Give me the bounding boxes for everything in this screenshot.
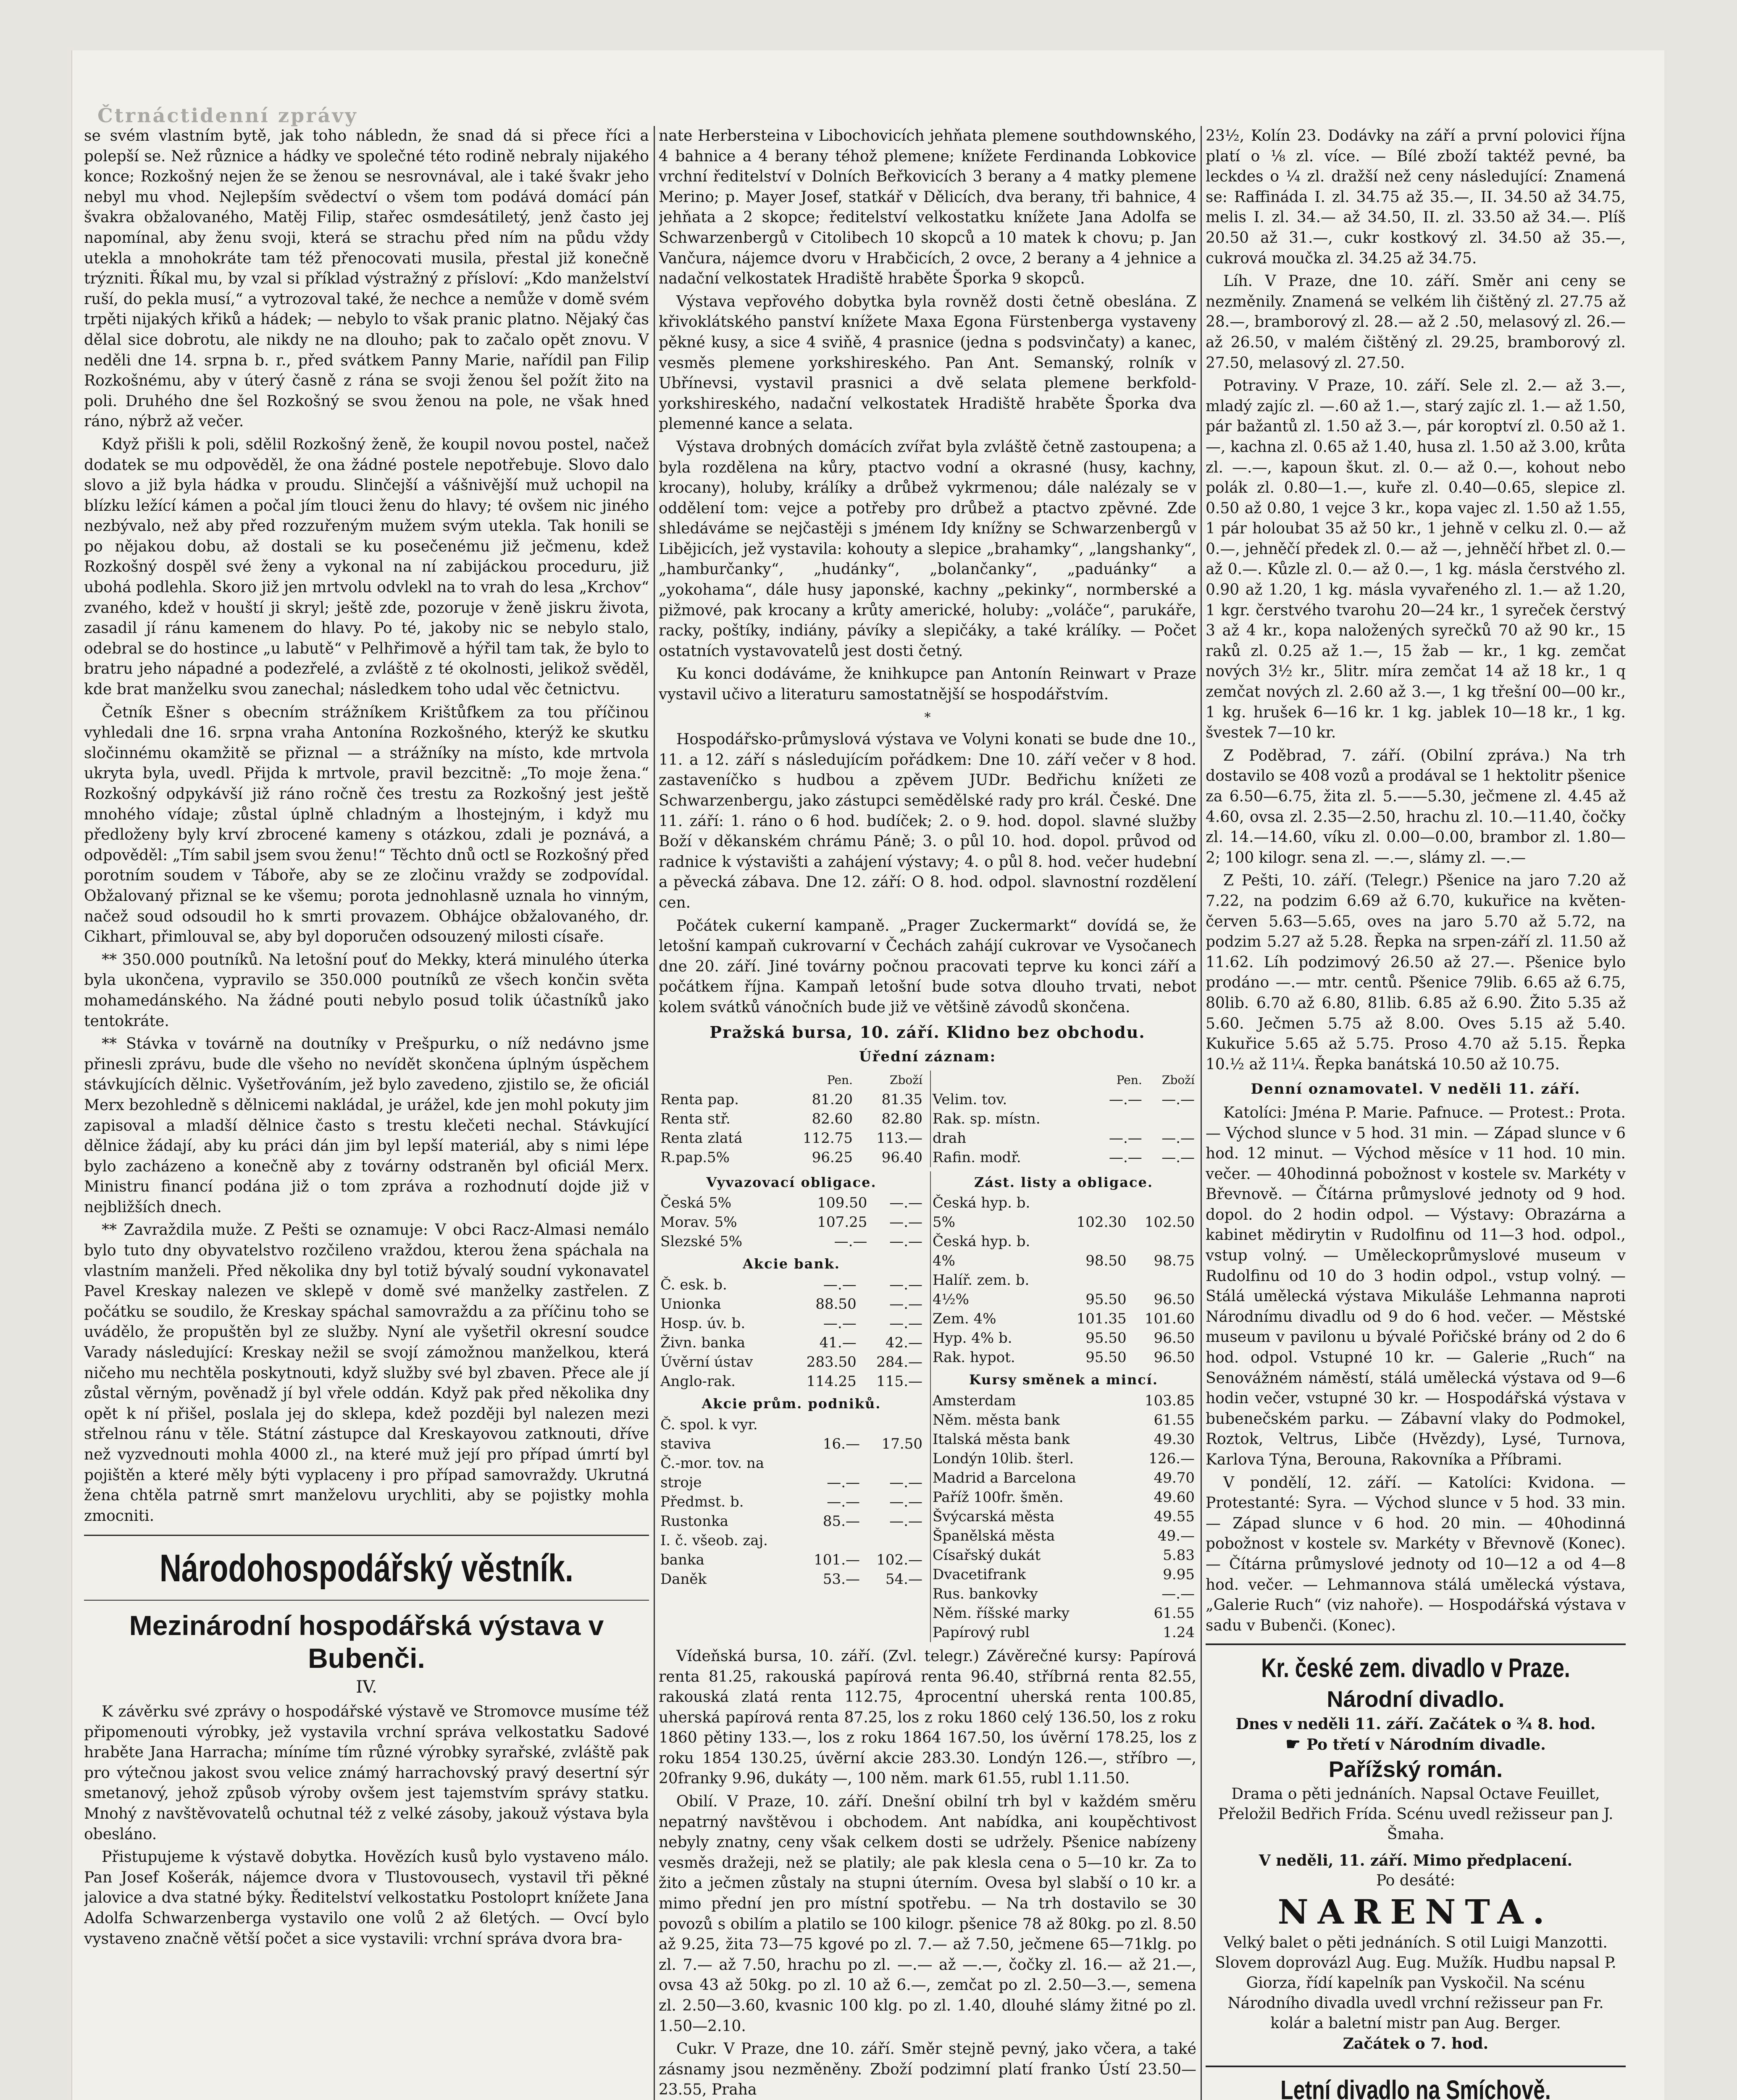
row-label: 5% [933,1214,955,1231]
table-row [659,1193,924,1213]
row-value: 85.— [823,1512,860,1530]
row-value: 16.— [823,1435,860,1452]
table-row [931,1270,1196,1290]
table-row [931,1193,1196,1213]
row-value: 49.— [1157,1527,1195,1544]
shares-table [659,1275,924,1391]
article-paragraph: K závěrku své zprávy o hospodářské výstavě ve Stromovce musíme též připomenouti výrobky, jež vystavila vrchní správa velkostatku Sadové hraběte Jana Harracha; míníme tím různé výrobky syrařské, zvláště pak pro výtečnou jakost svou velice známý harrachovský pravý desertní sýr smetanový, jehož způsob výroby ovšem jest tajemstvím správy statku. Mnohý z navštěvovatelů ochutnal též z velké zásoby, jakouž výstava byla obesláno. [84,1703,649,1843]
row-value: 284.— [876,1353,922,1370]
row-value: —.— [889,1295,922,1312]
news-paragraph: ** Zavraždila muže. Z Pešti se oznamuje: V obci Racz-Almasi nemálo bylo tuto dny obyvatelstvo rozčileno vraždou, kterou žena spáchala na vlastním manželi. Před několika dny byl totiž bývalý soudní vykonavatel Pavel Kreskay nalezen ve sklepě v domě své manželky zastřelen. Z počátku se soudilo, že Kreskay spáchal samovraždu a za příčinu toho se uvádělo, že propuštěn byl ze služby. Nyní ale vyšetřil okresní soudce Varady následující: Kreskay nežil se svojí zámožnou manželkou, která ničeho mu nechtěla poskytnouti, když služby své byl zbaven. Přece ale jí zůstal věrným, pověnadž jí byl vřele oddán. Když pak před několika dny opět k ní přišel, poslala jej do sklepa, kdež později byl nalezen mezi střelnou ránu v těle. Státní zástupce dal Kreskayovou zatknouti, dříve než vyzvednouti mohla 4000 zl., na které muž její pro případ úmrtí byl pojištěn a které měly býti vyplaceny i pro případ samovraždy. Ukrutná žena chtěla patrně smrt manželovu urychliti, aby se pojistky mohla zmocniti. [84,1221,649,1525]
performance-line: V neděli, 11. září. Mimo předplacení. [1259,1852,1573,1870]
table-row [931,1468,1196,1488]
row-label: Madrid a Barcelona [933,1469,1076,1486]
table-row [659,1570,924,1589]
row-value: 98.75 [1154,1252,1195,1270]
table-row [659,1333,924,1352]
row-label: Paříž 100fr. šměn. [933,1488,1064,1506]
row-value [1128,1232,1196,1251]
start-time: Začátek o 7. hod. [1343,2035,1489,2053]
article-paragraph: Výstava vepřového dobytka byla rovněž dosti četně obeslána. Z křivoklátského panství knížete Maxa Egona Fürstenberga vystaveny pěkné kusy, a sice 4 sviňě, 4 prasnice (jedna s podsvinčaty) a kanec, vesměs plemene yorkshireského. Pan Ant. Semanský, rolník v Ubřínevsi, vystavil prasnici a dvě selata plemene berkfold-yorkshireského, nadační velkostatek Hradiště hraběte Šporka dva plemenné kance a selata. [659,293,1196,433]
obligations-wrap [659,1171,1196,1642]
row-label: Amsterdam [933,1392,1016,1409]
news-paragraph: Četník Ešner s obecním strážníkem Krištůfkem za tou příčinou vyhledali dne 16. srpna vraha Antonína Rozkošného, kterýž ke skutku sločinnému okamžitě se přiznal — a strážníky na místo, kde mrtvola ukryta byla, uvedl. Přijda k mrtvole, pravil bezcitně: „To moje žena.“ Rozkošný odpykávší již ráno ročně čes trestu za Rozkošný jest ještě mnohého vídaje; zůstal úplně chladným a lhostejným, i když mu předloženy byly krví zbrocené kameny s otázkou, zdali je poznává, a odpověděl: „Tím sabil jsem svou ženu!“ Těchto dnů octl se Rozkošný před porotním soudem v Táboře, aby se ze zločinu vraždy se zodpovídal. Obžalovaný přiznal se ke všemu; porota jednohlasně uznala ho vinným, načež soud odsoudil ho k smrti provazem. Obhájce obžalovaného, dr. Cikhart, přimlouval se, aby byl doporučen odsouzený milosti císaře. [84,704,649,946]
row-value: 96.40 [881,1149,922,1166]
table-row [931,1410,1196,1430]
row-label: Č. esk. b. [660,1276,727,1293]
table-row [931,1213,1196,1232]
performance-line: Dnes v neděli 11. září. Začátek o ¾ 8. hod. [1235,1715,1596,1733]
table-row [931,1546,1196,1565]
fair-paragraph: Počátek cukerní kampaně. „Prager Zuckermarkt“ dovídá se, že letošní kampaň cukrovarní v Čechách zahájí cukrovar ve Vysočanech dne 20. září. Jiné továrny počnou pracovati teprve ku konci září a počátkem října. Kampaň letošní bude sotva dlouho trvati, nebot kolem svátků vánočních bude již ve většině závodů skončena. [659,917,1196,1016]
table-row [931,1449,1196,1468]
market-paragraph: Z Poděbrad, 7. září. (Obilní zpráva.) Na trh dostavilo se 408 vozů a prodával se 1 hektolitr pšenice za 6.50—6.75, žita zl. 5.——5.30, ječmene zl. 4.45 až 4.60, ovsa zl. 2.35—2.50, hrachu zl. 10.—11.40, čočky zl. 14.—14.60, víku zl. 0.00—0.00, brambor zl. 1.80—2; 100 kilogr. sena zl. —.—, slámy zl. —.— [1206,747,1626,866]
row-value [1060,1232,1128,1251]
row-label: Rustonka [660,1512,728,1530]
table-row [931,1488,1196,1507]
section-divider [84,1535,649,1536]
performance-line [1206,1734,1626,1755]
theatre-subtitle: Národní divadlo. [1327,1687,1505,1712]
article-paragraph: Přistupujeme k výstavě dobytka. Hovězích kusů bylo vystaveno málo. Pan Josef Košerák, nájemce dvora v Tlustovousech, vystavil tři pěkné jalovice a dva statné býky. Ředitelství velkostatku Postoloprt knížete Jana Adolfa Schwarzenberga vystavilo one volů 2 až 6letých. — Ovcí bylo vystaveno značně větší počet a sice vystavili: vrchní správa dvora bra- [84,1848,649,1948]
row-value: 95.50 [1085,1330,1127,1347]
row-label: Předmst. b. [660,1493,744,1510]
table-row [931,1623,1196,1642]
row-value [862,1415,924,1434]
table-row [931,1604,1196,1623]
row-value: —.— [889,1474,922,1491]
column-2 [659,126,1196,2100]
pledges-table [931,1193,1196,1367]
fair-paragraph: Hospodářsko-průmyslová výstava ve Volyni konati se bude dne 10., 11. a 12. září s následujícím pořádkem: Dne 10. září večer v 8 hod. zastaveníčko s hudbou a zpěvem JUDr. Bedřichu knížeti ze Schwarzenbergu, jako zástupci semědělské rady pro král. České. Dne 11. září: 1. ráno o 6 hod. budíček; 2. o 9. hod. dopol. slavné služby Boží v děkanském chrámu Páně; 3. o půl 10. hod. dopol. průvod od radnice k výstavišti a zahájení výstavy; 4. o půl 8. hod. večer hudební a pěvecká zábava. Dne 12. září: O 8. hod. odpol. slavnostní rozdělení cen. [659,731,1196,911]
table-row [659,1109,924,1129]
table-row [931,1507,1196,1526]
table-row [659,1275,924,1294]
row-label: banka [660,1551,704,1568]
row-value: 101.60 [1145,1310,1195,1328]
row-value: 82.60 [812,1110,853,1127]
row-value: —.— [827,1493,860,1510]
theatre-title: Letní divadlo na Smíchově. [1280,2075,1551,2100]
row-label: Anglo-rak. [660,1373,736,1390]
table-row [931,1391,1196,1410]
column-rule [654,126,655,2100]
row-label: Daněk [660,1570,707,1588]
row-value: —.— [827,1474,860,1491]
row-value: 49.70 [1154,1469,1195,1486]
row-value: 101.35 [1076,1310,1127,1328]
row-label: Švýcarská města [933,1508,1055,1525]
table-row [931,1328,1196,1348]
table-row [931,1090,1196,1109]
row-value [862,1454,924,1473]
row-label: Něm. říšské marky [933,1604,1070,1622]
table-row [659,1090,924,1109]
row-value: 5.83 [1163,1546,1195,1564]
row-label: Dvacetifrank [933,1566,1026,1583]
market-paragraph: Líh. V Praze, dne 10. září. Směr ani ceny se nezměnily. Znamená se velkém lih čištěný zl. 27.75 až 28.—, bramborový zl. 28.— až 2 .50, melasový zl. 26.— až 26.50, v malém čištěný zl. 29.25, bramborový zl. 27.50, melasový zl. 27.50. [1206,273,1626,372]
table-row [931,1526,1196,1546]
theatre-title: Kr. české zem. divadlo v Praze. [1261,1653,1570,1683]
play-description: Drama o pěti jednáních. Napsal Octave Feuillet, Přeložil Bedřich Frída. Scénu uvedl režisseur pan J. Šmaha. [1218,1785,1613,1843]
obligations-table [659,1193,924,1251]
pointing-hand-icon: ☛ [1285,1734,1307,1754]
row-value: —.— [1162,1585,1195,1602]
column-3 [1206,126,1626,2100]
vienna-bourse-paragraph: Vídeňská bursa, 10. září. (Zvl. telegr.) Závěrečné kursy: Papírová renta 81.25, rakouská papírová renta 96.40, stříbrná renta 82.55, rakouská zlatá renta 112.75, 4procentní uherská renta 100.85, uherská papírová renta 87.25, los z roku 1860 celý 136.50, los z roku 1860 pětiny 133.—, los z roku 1864 167.50, los úvěrní 178.25, los z roku 1854 130.25, úvěrní akcie 283.30. Londýn 126.—, stříbro —, 20franky 9.96, dukáty —, 100 něm. mark 61.55, rubl 1.11.50. [659,1647,1196,1788]
col-header: Pen. [1116,1073,1142,1087]
row-label: Č. spol. k vyr. [660,1416,758,1433]
table-row [931,1109,1196,1129]
row-label: Renta stř. [660,1110,731,1127]
table-row [659,1213,924,1232]
row-label: 4% [933,1252,955,1270]
article-title: Mezinárodní hospodářská výstava v Bubenči. [129,1610,604,1674]
rents-table-wrap [659,1071,1196,1167]
table-row [659,1454,924,1473]
column-rule [1201,126,1202,2100]
row-label: Rak. hypot. [933,1349,1015,1366]
table-row [659,1232,924,1251]
row-label: Rus. bankovky [933,1585,1038,1602]
row-label: Hyp. 4% b. [933,1330,1012,1347]
section-title: Národohospodářský věstník. [160,1547,573,1590]
row-label: R.pap.5% [660,1149,730,1166]
row-value [1144,1109,1196,1129]
row-label: Slezské 5% [660,1233,743,1250]
row-label: Španělská města [933,1527,1055,1544]
row-label: Velim. tov. [933,1091,1007,1108]
row-value: 1.24 [1163,1624,1195,1641]
table-row [931,1309,1196,1328]
row-value: 88.50 [815,1295,857,1312]
row-label: Č.-mor. tov. na [660,1454,765,1472]
row-value: 53.— [823,1570,860,1588]
row-value: 82.80 [881,1110,922,1127]
rents-table [659,1071,924,1167]
row-value: —.— [1162,1149,1195,1166]
section-divider [84,1600,649,1601]
performance-line: Po desáté: [1376,1872,1456,1890]
market-paragraph: 23½, Kolín 23. Dodávky na září a první polovici října platí o ⅛ zl. více. — Bílé zboží taktéž pevné, ba leckdes o ¼ zl. dražší než ceny následující: Znamená se: Raffináda I. zl. 34.75 až 35.—, II. 34.50 až 34.75, melis I. zl. 34.— až 34.50, II. zl. 33.50 až 34.—. Plíš 20.50 až 31.—, cukr kostkový zl. 34.50 až 35.—, cukrová moučka zl. 34.25 až 34.75. [1206,127,1626,267]
pledges-heading: Zást. listy a obligace. [974,1174,1153,1190]
row-value: 114.25 [806,1373,857,1390]
table-row [659,1473,924,1492]
play-title: Pařížský román. [1328,1757,1503,1782]
official-record-heading: Úřední záznam: [859,1048,996,1066]
row-value: 95.50 [1085,1291,1127,1308]
obligations-heading: Vyvazovací obligace. [706,1174,877,1190]
bourse-heading: Pražská bursa, 10. září. Klidno bez obchodu. [710,1022,1146,1042]
row-label: 4½% [933,1291,969,1308]
row-value [1091,1109,1144,1129]
row-value: —.— [889,1512,922,1530]
masthead-bleed: Čtrnáctidenní zprávy [97,104,358,127]
theatre-ad-smichov [1206,2066,1626,2100]
rents-right-table [931,1071,1196,1167]
table-row [931,1430,1196,1449]
row-label: I. č. všeob. zaj. [660,1532,768,1549]
industry-heading: Akcie prům. podniků. [702,1395,881,1412]
row-label: Unionka [660,1295,721,1312]
row-value: 96.50 [1154,1291,1195,1308]
news-paragraph: se svém vlastním bytě, jak toho nábledn, že snad dá si přece říci a polepší se. Než různice a hádky ve společné této rodině nebraly nijakého konce; Rozkošný nejen že se ženou se nesrovnával, ale i také švakr jeho nebyl mu vhod. Nejlepším svědectví o všem tom podává domácí pán švakra obžalovaného, Matěj Filip, stařec osmdesátiletý, jenž často jej napomínal, aby ženu svoji, která se strachu před ním na půdu vždy utekla a mnohokráte tam též přenocovati musila, přestal již konečně trýzniti. Říkal mu, by vzal si příklad výstražný z přísloví: „Kdo manželství ruší, do pekla musí,“ a vytrozoval také, že nechce a nemůže v domě svém trpěti nijakých křiků a hádek; — nebylo to však pranic platno. Nějaký čas dělal sice dobrotu, ale nikdy ne na dlouho; pak to začalo opět znovu. V neděli dne 14. srpna b. r., před svátkem Panny Marie, nařídil pan Filip Rozkošnému, aby v úterý časně z rána se svoji ženou šel požít žito na poli. Druhého dne šel Rozkošný se svou ženou na pole, ne však hned ráno, nýbrž až večer. [84,127,649,430]
row-value: 115.— [876,1373,922,1390]
sugar-paragraph: Cukr. V Praze, dne 10. září. Směr stejně pevný, jako včera, a také zásnamy jsou nezměněny. Zboží podzimní platí franko Ústí 23.50—23.55, Praha [659,2040,1196,2099]
row-value: 49.60 [1154,1488,1195,1506]
row-label: Hosp. úv. b. [660,1315,746,1332]
row-value: —.— [1109,1129,1142,1147]
row-value [1060,1193,1128,1213]
row-label: Rafin. modř. [933,1149,1021,1166]
article-paragraph: Výstava drobných domácích zvířat byla zvláště četně zastoupena; a byla rozdělena na kůry, ptactvo vodní a okrasné (husy, kachny, krocany), holuby, králíky a drůbež vykrmenou; dále nalézaly se v oddělení tom: vejce a potřeby pro drůbež a ptactvo zpěvné. Zde shledáváme se nejčastěji s jménem Idy knížny se Schwarzenbergů v Libějicích, jež vystavila: kohouty a slepice „brahamky“, „langshanky“, „hamburčanky“, „hudánky“, „bolančanky“, „paduánky“ a „yokohama“, dále husy japonské, kachny „pekinky“, normberské a pižmové, pak krocany a krůty americké, holuby: „voláče“, parukáře, racky, poštíky, indiány, pávíky a slepičáky, a také králíky. — Počet ostatních vystavovatelů jest dosti četný. [659,438,1196,660]
row-value: 81.35 [881,1091,922,1108]
row-value: 96.50 [1154,1330,1195,1347]
row-value: 112.75 [802,1129,853,1147]
row-label: Halíř. zem. b. [933,1272,1030,1289]
news-paragraph: Když přišli k poli, sdělil Rozkošný ženě, že koupil novou postel, načež dodatek se mu odpověděl, že ona žádné postele nepotřebuje. Slovo dalo slovo a již byla hádka v proudu. Slinčejší a vášnivější muž uchopil na blízku ležící kámen a počal jím tlouci ženu do hlavy; té ovšem nic jiného nezbývalo, než aby před rozzuřeným mužem svým utekla. Tak honili se po nějakou dobu, až dostali se ku posečenému již ječmenu, kdež Rozkošný dospěl své ženy a vykonal na ní zabijáckou proceduru, již ubohá podlehla. Skoro již jen mrtvolu odvlekl na to vrah do lesa „Krchov“ zvaného, kdež v houští ji skryl; ještě zde, pozoruje v ženě jiskru života, zasadil jí ránu kamenem do hlavy. Po té, jakoby nic se nebylo stalo, odebral se do hostince „u labutě“ v Pelhřimově a hýřil tam tak, že bylo to bratru jeho nápadné a podezřelé, a zvláště z té okolnosti, jelikož svěděl, kde brat manželku svou zanechal; následkem toho udal věc četnictvu. [84,436,649,698]
table-row [931,1232,1196,1251]
row-label: Živn. banka [660,1334,746,1351]
row-value: 107.25 [817,1214,867,1231]
table-row [659,1372,924,1391]
table-row [659,1550,924,1570]
exchange-heading: Kursy směnek a mincí. [969,1372,1159,1388]
row-label: Česká hyp. b. [933,1194,1030,1212]
table-row [659,1294,924,1314]
row-value: 42.— [885,1334,922,1351]
play-title: NARENTA. [1277,1892,1554,1932]
row-value: —.— [823,1276,857,1293]
row-label: Renta pap. [660,1091,739,1108]
row-value: —.— [834,1233,867,1250]
row-value: 9.95 [1163,1566,1195,1583]
row-value: 113.— [876,1129,922,1147]
market-paragraph: Z Pešti, 10. září. (Telegr.) Pšenice na jaro 7.20 až 7.22, na podzim 6.69 až 6.70, kukuřice na květen-červen 5.63—5.65, oves na jaro 5.70 až 5.72, na podzim 5.27 až 5.28. Řepka na srpen-září zl. 11.50 až 11.62. Líh podzimový 26.50 až 27.—. Pšenice bylo prodáno —.— mtr. centů. Pšenice 79lib. 6.65 až 6.75, 80lib. 6.70 až 6.80, 81lib. 6.85 až 6.90. Žito 5.35 až 5.60. Ječmen 5.75 až 8.00. Oves 5.15 až 5.40. Kukuřice 5.65 až 5.75. Proso 4.70 až 5.15. Řepka 10.½ až 11¼. Řepka banátská 10.50 až 10.75. [1206,872,1626,1073]
row-label: Papírový rubl [933,1624,1030,1641]
row-label: staviva [660,1435,711,1452]
daily-heading: Denní oznamovatel. V neděli 11. září. [1251,1081,1581,1098]
row-value: —.— [889,1194,922,1212]
row-label: Morav. 5% [660,1214,737,1231]
article-paragraph: Ku konci dodáváme, že knihkupce pan Antonín Reinwart v Praze vystavil učivo a literaturu samostatnější se hospodářstvím. [659,665,1196,704]
table-row [931,1565,1196,1584]
exchange-table [931,1391,1196,1642]
article-part: IV. [356,1677,377,1697]
col-header: Zboží [1162,1073,1195,1087]
row-value: 101.— [814,1551,860,1568]
daily-paragraph: V pondělí, 12. září. — Katolíci: Kvidona. — Protestanté: Syra. — Východ slunce v 5 hod. 33 min. — Západ slunce v 6 hod. 20 min. — 40hodinná pobožnost v kostele sv. Markéty v Břevnově (Konec). — Čítárna průmyslové jednoty od 10—12 a od 4—8 hod. večer. — Lehmannova stálá umělecká výstava, „Galerie Ruch“ (viz nahoře). — Hospodářská výstava v sadu v Bubenči. (Konec). [1206,1474,1626,1634]
table-row [659,1314,924,1333]
table-row [931,1290,1196,1309]
market-paragraph: Potraviny. V Praze, 10. září. Sele zl. 2.— až 3.—, mladý zajíc zl. —.60 až 1.—, starý zajíc zl. 1.— až 1.50, pár bažantů zl. 1.50 až 3.—, pár koroptví zl. 0.50 až 1.—, kachna zl. 0.65 až 1.40, husa zl. 1.50 až 3.00, krůta zl. —.—, kapoun škut. zl. 0.— až 0.—, kohout nebo polák zl. 0.80—1.—, kuře zl. 0.40—0.65, slepice zl. 0.50 až 0.80, 1 vejce 3 kr., kopa vajec zl. 1.50 až 1.55, 1 pár holoubat 35 až 50 kr., 1 jehně v celku zl. 0.— až 0.—, jehněčí předek zl. 0.— až —, jehněčí hřbet zl. 0.— až 0.—. Kůzle zl. 0.— až 0.—, 1 kg. másla čerstvého zl. 0.90 až 1.20, 1 kg. másla vyvařeného zl. 1.— až 1.20, 1 kgr. čerstvého tvarohu 20—24 kr., 1 syreček čerstvý 3 až 4 kr., kopa naložených syrečků 70 až 90 kr., 15 raků zl. 0.25 až 1.—, 15 žab — kr., 1 kg. zemčat nových 3½ kr., 5litr. míra zemčat 14 až 18 kr., 1 q zemčat nových zl. 2.60 až 3.—, 1 kg třešní 00—00 kr., 1 kg. hrušek 6—16 kr. 1 kg. jablek 10—18 kr., 1 kg. švestek 7—10 kr. [1206,377,1626,742]
row-value: —.— [889,1315,922,1332]
industry-table [659,1415,924,1589]
row-label: Londýn 10lib. šterl. [933,1450,1074,1467]
table-row [659,1512,924,1531]
row-label: Česká hyp. b. [933,1233,1030,1250]
row-value: 17.50 [881,1435,922,1452]
news-paragraph: ** 350.000 poutníků. Na letošní pouť do Mekky, která minulého úterka byla ukončena, vypravilo se 350.000 poutníků ze všech končin světa mohamedánského. Na žádné pouti nebylo posud tolik účastníků jako tentokráte. [84,951,649,1030]
row-label: drah [933,1129,967,1147]
row-value: —.— [889,1214,922,1231]
row-value [862,1531,924,1550]
row-value: 95.50 [1085,1349,1127,1366]
row-value: 102.— [876,1551,922,1568]
row-label: Zem. 4% [933,1310,996,1328]
row-value: —.— [823,1315,857,1332]
row-label: Renta zlatá [660,1129,743,1147]
row-value: 283.50 [806,1353,857,1370]
row-value: 81.20 [812,1091,853,1108]
row-value [799,1454,862,1473]
row-value: 54.— [885,1570,922,1588]
row-value: —.— [1162,1129,1195,1147]
row-value: 126.— [1148,1450,1195,1467]
table-row [659,1415,924,1434]
row-label: Česká 5% [660,1194,732,1212]
column-1 [84,126,649,2100]
row-value: 109.50 [817,1194,867,1212]
row-value: 49.30 [1154,1431,1195,1448]
row-value: 98.50 [1085,1252,1127,1270]
row-value: —.— [1109,1149,1142,1166]
col-header: Pen. [827,1073,853,1087]
row-value: —.— [889,1493,922,1510]
theatre-ad-national [1206,1643,1626,2058]
col-header: Zboží [890,1073,922,1087]
article-paragraph: nate Herbersteina v Libochovicích jehňata plemene southdownského, 4 bahnice a 4 berany téhož plemene; knížete Ferdinanda Lobkovice vrchní ředitelství v Dolních Beřkovicích 3 berany a 4 matky plemene Merino; p. Mayer Josef, statkář v Dělicích, dva berany, tři bahnice, 4 jehňata a 2 skopce; ředitelství velkostatku knížete Jana Adolfa se Schwarzenbergů v Citolibech 10 skopců a 10 matek k chovu; p. Jan Vančura, nájemce dvoru v Hrabčicích, 2 ovce, 2 berany a 4 jehnice a nadační velkostatek Hradiště hraběte Šporka 9 skopců. [659,127,1196,288]
row-value [799,1531,862,1550]
row-value [1128,1270,1196,1290]
row-label: Rak. sp. místn. [933,1110,1041,1127]
table-row [659,1148,924,1167]
table-row [931,1148,1196,1167]
daily-paragraph: Katolíci: Jména P. Marie. Pafnuce. — Protest.: Prota. — Východ slunce v 5 hod. 31 min. — Západ slunce v 6 hod. 12 minut. — Východ měsíce v 11 hod. 10 min. večer. — 40hodinná pobožnost v kostele sv. Markéty v Břevnově. — Čítárna průmyslové jednoty od 9 hod. dopol. do 2 hodin odpol. — Výstavy: Obrazárna a kabinet mědirytin v Rudolfinu od 11—3 hod. odpol., vstup volný. — Uměleckoprůmyslové museum v Rudolfinu od 10 do 3 hodin odpol., vstup volný. — Stálá umělecká výstava Mikuláše Lehmanna naproti Národnímu divadlu od 9 do 6 hod. večer. — Městské museum v pavilonu u bývalé Pořičské brány od 2 do 6 hod. odpol. Vstupné 10 kr. — Galerie „Ruch“ na Senovážném náměstí, stálá umělecká výstava od 9—6 hodin večer, vstupné 30 kr. — Hospodářská výstava v bubenečském parku. — Zábavní vlaky do Podmokel, Roztok, Veltrus, Libče (Hvězdy), Lysé, Turnova, Karlova Týna, Berouna, Rakovníka a Příbrami. [1206,1104,1626,1468]
row-value: 96.50 [1154,1349,1195,1366]
row-value: —.— [1109,1091,1142,1108]
row-label: Italská města bank [933,1431,1070,1448]
row-label: stroje [660,1474,702,1491]
table-row [931,1129,1196,1148]
table-row [931,1348,1196,1367]
news-paragraph: ** Stávka v továrně na doutníky v Prešpurku, o níž nedávno jsme přinesli zprávu, bude dle všeho no nevídět skončena úplným úspěchem stávkujících dělnic. Vyšetřováním, jež bylo zavedeno, zjistilo se, že oficiál Merx bezohledně s dělnicemi nakládal, je urážel, kde jen mohl pokuty jim zapisoval a mladší dělnice často s trestu klečeti nechal. Stávkující dělnice žádají, aby ku práci dán jim byl lepší materiál, aby s nimi lépe bylo zacházeno a konečně aby z továrny odstraněn byl oficiál Merx. Ministru financí podána již o tom zpráva a rozhodnutí dojde již v nejbližších dnech. [84,1035,649,1216]
row-value: 61.55 [1154,1411,1195,1428]
shares-heading: Akcie bank. [743,1256,840,1272]
row-value: —.— [889,1233,922,1250]
row-value: 41.— [819,1334,857,1351]
row-value: 61.55 [1154,1604,1195,1622]
row-value: 102.30 [1076,1214,1127,1231]
row-value [1128,1193,1196,1213]
row-label: Úvěrní ústav [660,1353,753,1370]
performance-note: Po třetí v Národním divadle. [1306,1736,1546,1754]
row-value [1060,1270,1128,1290]
row-label: Císařský dukát [933,1546,1041,1564]
row-value: 102.50 [1145,1214,1195,1231]
table-row [659,1434,924,1454]
row-value [799,1415,862,1434]
row-value: —.— [889,1276,922,1293]
play-description: Velký balet o pěti jednáních. S otil Luigi Manzotti. Slovem doprovázl Aug. Eug. Mužík. Hudbu napsal P. Giorza, řídí kapelník pan Vyskočil. Na scénu Národního divadla uvedl vrchní režisseur pan Fr. kolár a baletní mistr pan Aug. Berger. [1215,1934,1616,2032]
table-row [659,1492,924,1512]
grain-paragraph: Obilí. V Praze, 10. září. Dnešní obilní trh byl v každém směru nepatrný navštěvou i obchodem. Ant nabídka, ani koupěchtivost nebyly znatny, ceny však celkem dosti se udržely. Pšenice nabízeny vesměs dražeji, než se platily; ale pak klesla cena o 5—10 kr. Za to žito a ječmen zůstaly na stupni úterním. Ovesa byl slabší o 10 kr. a mimo přední jen pro místní spotřebu. — Na trh dostavilo se 30 povozů s obilím a platilo se 100 kilogr. pšenice 78 až 80kg. po zl. 8.50 až 9.25, žita 73—75 kgové po zl. 7.— až 7.50, ječmene 65—71klg. po zl. 7.— až 7.50, hrachu po zl. —.— až —.—, čočky zl. 16.— až 21.—, ovsa 43 až 50kg. po zl. 10 až 6.—, zemčat po zl. 2.50—3.—, semena zl. 2.50—3.60, kvasnic 100 klg. po zl. 1.40, dlouhé slámy žitné po zl. 1.50—2.10. [659,1793,1196,2035]
row-value: 103.85 [1145,1392,1195,1409]
row-value: 96.25 [812,1149,853,1166]
row-value: —.— [1162,1091,1195,1108]
table-row [659,1129,924,1148]
table-row [659,1352,924,1372]
row-value: 49.55 [1154,1508,1195,1525]
row-label: Něm. města bank [933,1411,1060,1428]
table-row [931,1251,1196,1270]
table-row [931,1584,1196,1604]
table-row [659,1531,924,1550]
star-divider: * [924,710,931,725]
